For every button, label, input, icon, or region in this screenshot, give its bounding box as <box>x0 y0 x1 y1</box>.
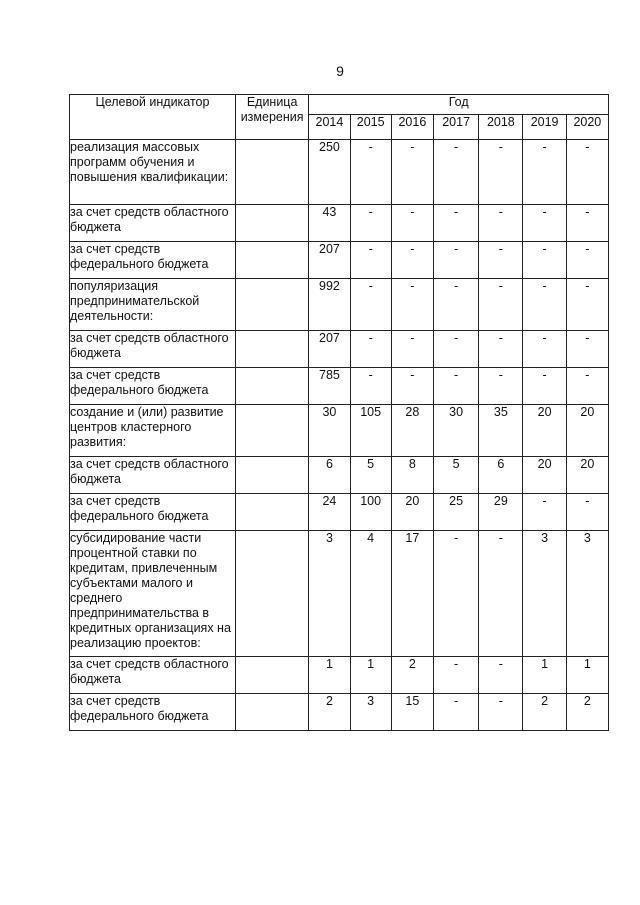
unit-cell <box>235 531 308 657</box>
value-cell-2015: - <box>350 279 391 331</box>
value-cell-2017: - <box>434 694 479 731</box>
header-indicator: Целевой индикатор <box>70 95 236 140</box>
header-year-group: Год <box>309 95 609 115</box>
value-cell-2018: - <box>479 205 523 242</box>
header-year-2020: 2020 <box>566 115 608 140</box>
value-cell-2016: - <box>391 331 433 368</box>
indicator-label: за счет средств федерального бюджета <box>70 368 236 405</box>
unit-cell <box>235 405 308 457</box>
value-cell-2019: 20 <box>523 405 566 457</box>
value-cell-2016: - <box>391 279 433 331</box>
value-cell-2020: 1 <box>566 657 608 694</box>
value-cell-2014: 1 <box>309 657 350 694</box>
table-row <box>70 331 609 368</box>
value-cell-2018: - <box>479 368 523 405</box>
value-cell-2018: - <box>479 531 523 657</box>
value-cell-2020: - <box>566 242 608 279</box>
value-cell-2020: - <box>566 368 608 405</box>
unit-cell <box>235 657 308 694</box>
value-cell-2015: - <box>350 331 391 368</box>
value-cell-2016: 17 <box>391 531 433 657</box>
value-cell-2019: 3 <box>523 531 566 657</box>
value-cell-2016: 20 <box>391 494 433 531</box>
unit-cell <box>235 457 308 494</box>
table-row <box>70 205 609 242</box>
indicator-label: создание и (или) развитие центров кластерного развития: <box>70 405 236 457</box>
value-cell-2014: 3 <box>309 531 350 657</box>
value-cell-2014: 2 <box>309 694 350 731</box>
value-cell-2017: - <box>434 242 479 279</box>
value-cell-2020: - <box>566 331 608 368</box>
value-cell-2018: - <box>479 694 523 731</box>
value-cell-2019: - <box>523 279 566 331</box>
value-cell-2016: - <box>391 368 433 405</box>
indicator-label: за счет средств федерального бюджета <box>70 494 236 531</box>
value-cell-2017: - <box>434 205 479 242</box>
value-cell-2015: 105 <box>350 405 391 457</box>
table-row <box>70 694 609 731</box>
header-unit: Единица измерения <box>235 95 308 140</box>
unit-cell <box>235 279 308 331</box>
value-cell-2016: - <box>391 140 433 205</box>
value-cell-2015: - <box>350 205 391 242</box>
value-cell-2016: - <box>391 242 433 279</box>
indicators-table <box>69 94 609 731</box>
value-cell-2014: 992 <box>309 279 350 331</box>
value-cell-2014: 785 <box>309 368 350 405</box>
value-cell-2020: 2 <box>566 694 608 731</box>
indicator-label: за счет средств областного бюджета <box>70 205 236 242</box>
value-cell-2017: - <box>434 331 479 368</box>
value-cell-2015: 100 <box>350 494 391 531</box>
value-cell-2019: - <box>523 368 566 405</box>
value-cell-2014: 30 <box>309 405 350 457</box>
unit-cell <box>235 368 308 405</box>
unit-cell <box>235 140 308 205</box>
table-row <box>70 494 609 531</box>
unit-cell <box>235 242 308 279</box>
unit-cell <box>235 205 308 242</box>
value-cell-2020: - <box>566 494 608 531</box>
value-cell-2016: 15 <box>391 694 433 731</box>
value-cell-2018: - <box>479 279 523 331</box>
value-cell-2014: 207 <box>309 331 350 368</box>
value-cell-2015: 1 <box>350 657 391 694</box>
header-year-2015: 2015 <box>350 115 391 140</box>
indicator-label: за счет средств областного бюджета <box>70 457 236 494</box>
table-row <box>70 279 609 331</box>
value-cell-2019: 2 <box>523 694 566 731</box>
header-year-2018: 2018 <box>479 115 523 140</box>
value-cell-2019: 1 <box>523 657 566 694</box>
value-cell-2020: - <box>566 279 608 331</box>
value-cell-2015: - <box>350 368 391 405</box>
unit-cell <box>235 694 308 731</box>
value-cell-2018: - <box>479 140 523 205</box>
value-cell-2020: - <box>566 140 608 205</box>
value-cell-2019: - <box>523 331 566 368</box>
value-cell-2017: - <box>434 140 479 205</box>
indicator-label: за счет средств областного бюджета <box>70 331 236 368</box>
table-row <box>70 457 609 494</box>
indicator-label: за счет средств областного бюджета <box>70 657 236 694</box>
value-cell-2020: 20 <box>566 405 608 457</box>
value-cell-2015: 3 <box>350 694 391 731</box>
value-cell-2014: 207 <box>309 242 350 279</box>
unit-cell <box>235 331 308 368</box>
value-cell-2016: - <box>391 205 433 242</box>
value-cell-2018: 6 <box>479 457 523 494</box>
value-cell-2014: 6 <box>309 457 350 494</box>
page-number: 9 <box>336 63 344 79</box>
value-cell-2017: - <box>434 368 479 405</box>
value-cell-2018: 29 <box>479 494 523 531</box>
value-cell-2020: - <box>566 205 608 242</box>
value-cell-2014: 250 <box>309 140 350 205</box>
value-cell-2019: - <box>523 242 566 279</box>
value-cell-2016: 2 <box>391 657 433 694</box>
value-cell-2017: - <box>434 279 479 331</box>
value-cell-2015: 5 <box>350 457 391 494</box>
value-cell-2014: 24 <box>309 494 350 531</box>
value-cell-2018: 35 <box>479 405 523 457</box>
indicator-label: за счет средств федерального бюджета <box>70 694 236 731</box>
header-year-2014: 2014 <box>309 115 350 140</box>
value-cell-2017: - <box>434 657 479 694</box>
value-cell-2015: - <box>350 140 391 205</box>
value-cell-2019: 20 <box>523 457 566 494</box>
value-cell-2017: 25 <box>434 494 479 531</box>
table-body <box>70 140 609 731</box>
table-row <box>70 405 609 457</box>
table-row <box>70 531 609 657</box>
header-year-2016: 2016 <box>391 115 433 140</box>
value-cell-2018: - <box>479 242 523 279</box>
header-year-2019: 2019 <box>523 115 566 140</box>
value-cell-2018: - <box>479 657 523 694</box>
value-cell-2016: 8 <box>391 457 433 494</box>
indicator-label: реализация массовых программ обучения и повышения квалификации: <box>70 140 236 205</box>
table-row <box>70 368 609 405</box>
value-cell-2014: 43 <box>309 205 350 242</box>
value-cell-2015: - <box>350 242 391 279</box>
value-cell-2018: - <box>479 331 523 368</box>
header-year-2017: 2017 <box>434 115 479 140</box>
value-cell-2020: 20 <box>566 457 608 494</box>
table-row <box>70 657 609 694</box>
table-row <box>70 140 609 205</box>
value-cell-2015: 4 <box>350 531 391 657</box>
value-cell-2017: - <box>434 531 479 657</box>
value-cell-2016: 28 <box>391 405 433 457</box>
indicator-label: популяризация предпринимательской деятельности: <box>70 279 236 331</box>
value-cell-2017: 30 <box>434 405 479 457</box>
indicator-label: субсидирование части процентной ставки по кредитам, привлеченным субъектами малого и среднего предпринимательства в кредитных организациях на реализацию проектов: <box>70 531 236 657</box>
value-cell-2020: 3 <box>566 531 608 657</box>
unit-cell <box>235 494 308 531</box>
value-cell-2017: 5 <box>434 457 479 494</box>
indicator-label: за счет средств федерального бюджета <box>70 242 236 279</box>
value-cell-2019: - <box>523 205 566 242</box>
table-row <box>70 242 609 279</box>
value-cell-2019: - <box>523 140 566 205</box>
value-cell-2019: - <box>523 494 566 531</box>
